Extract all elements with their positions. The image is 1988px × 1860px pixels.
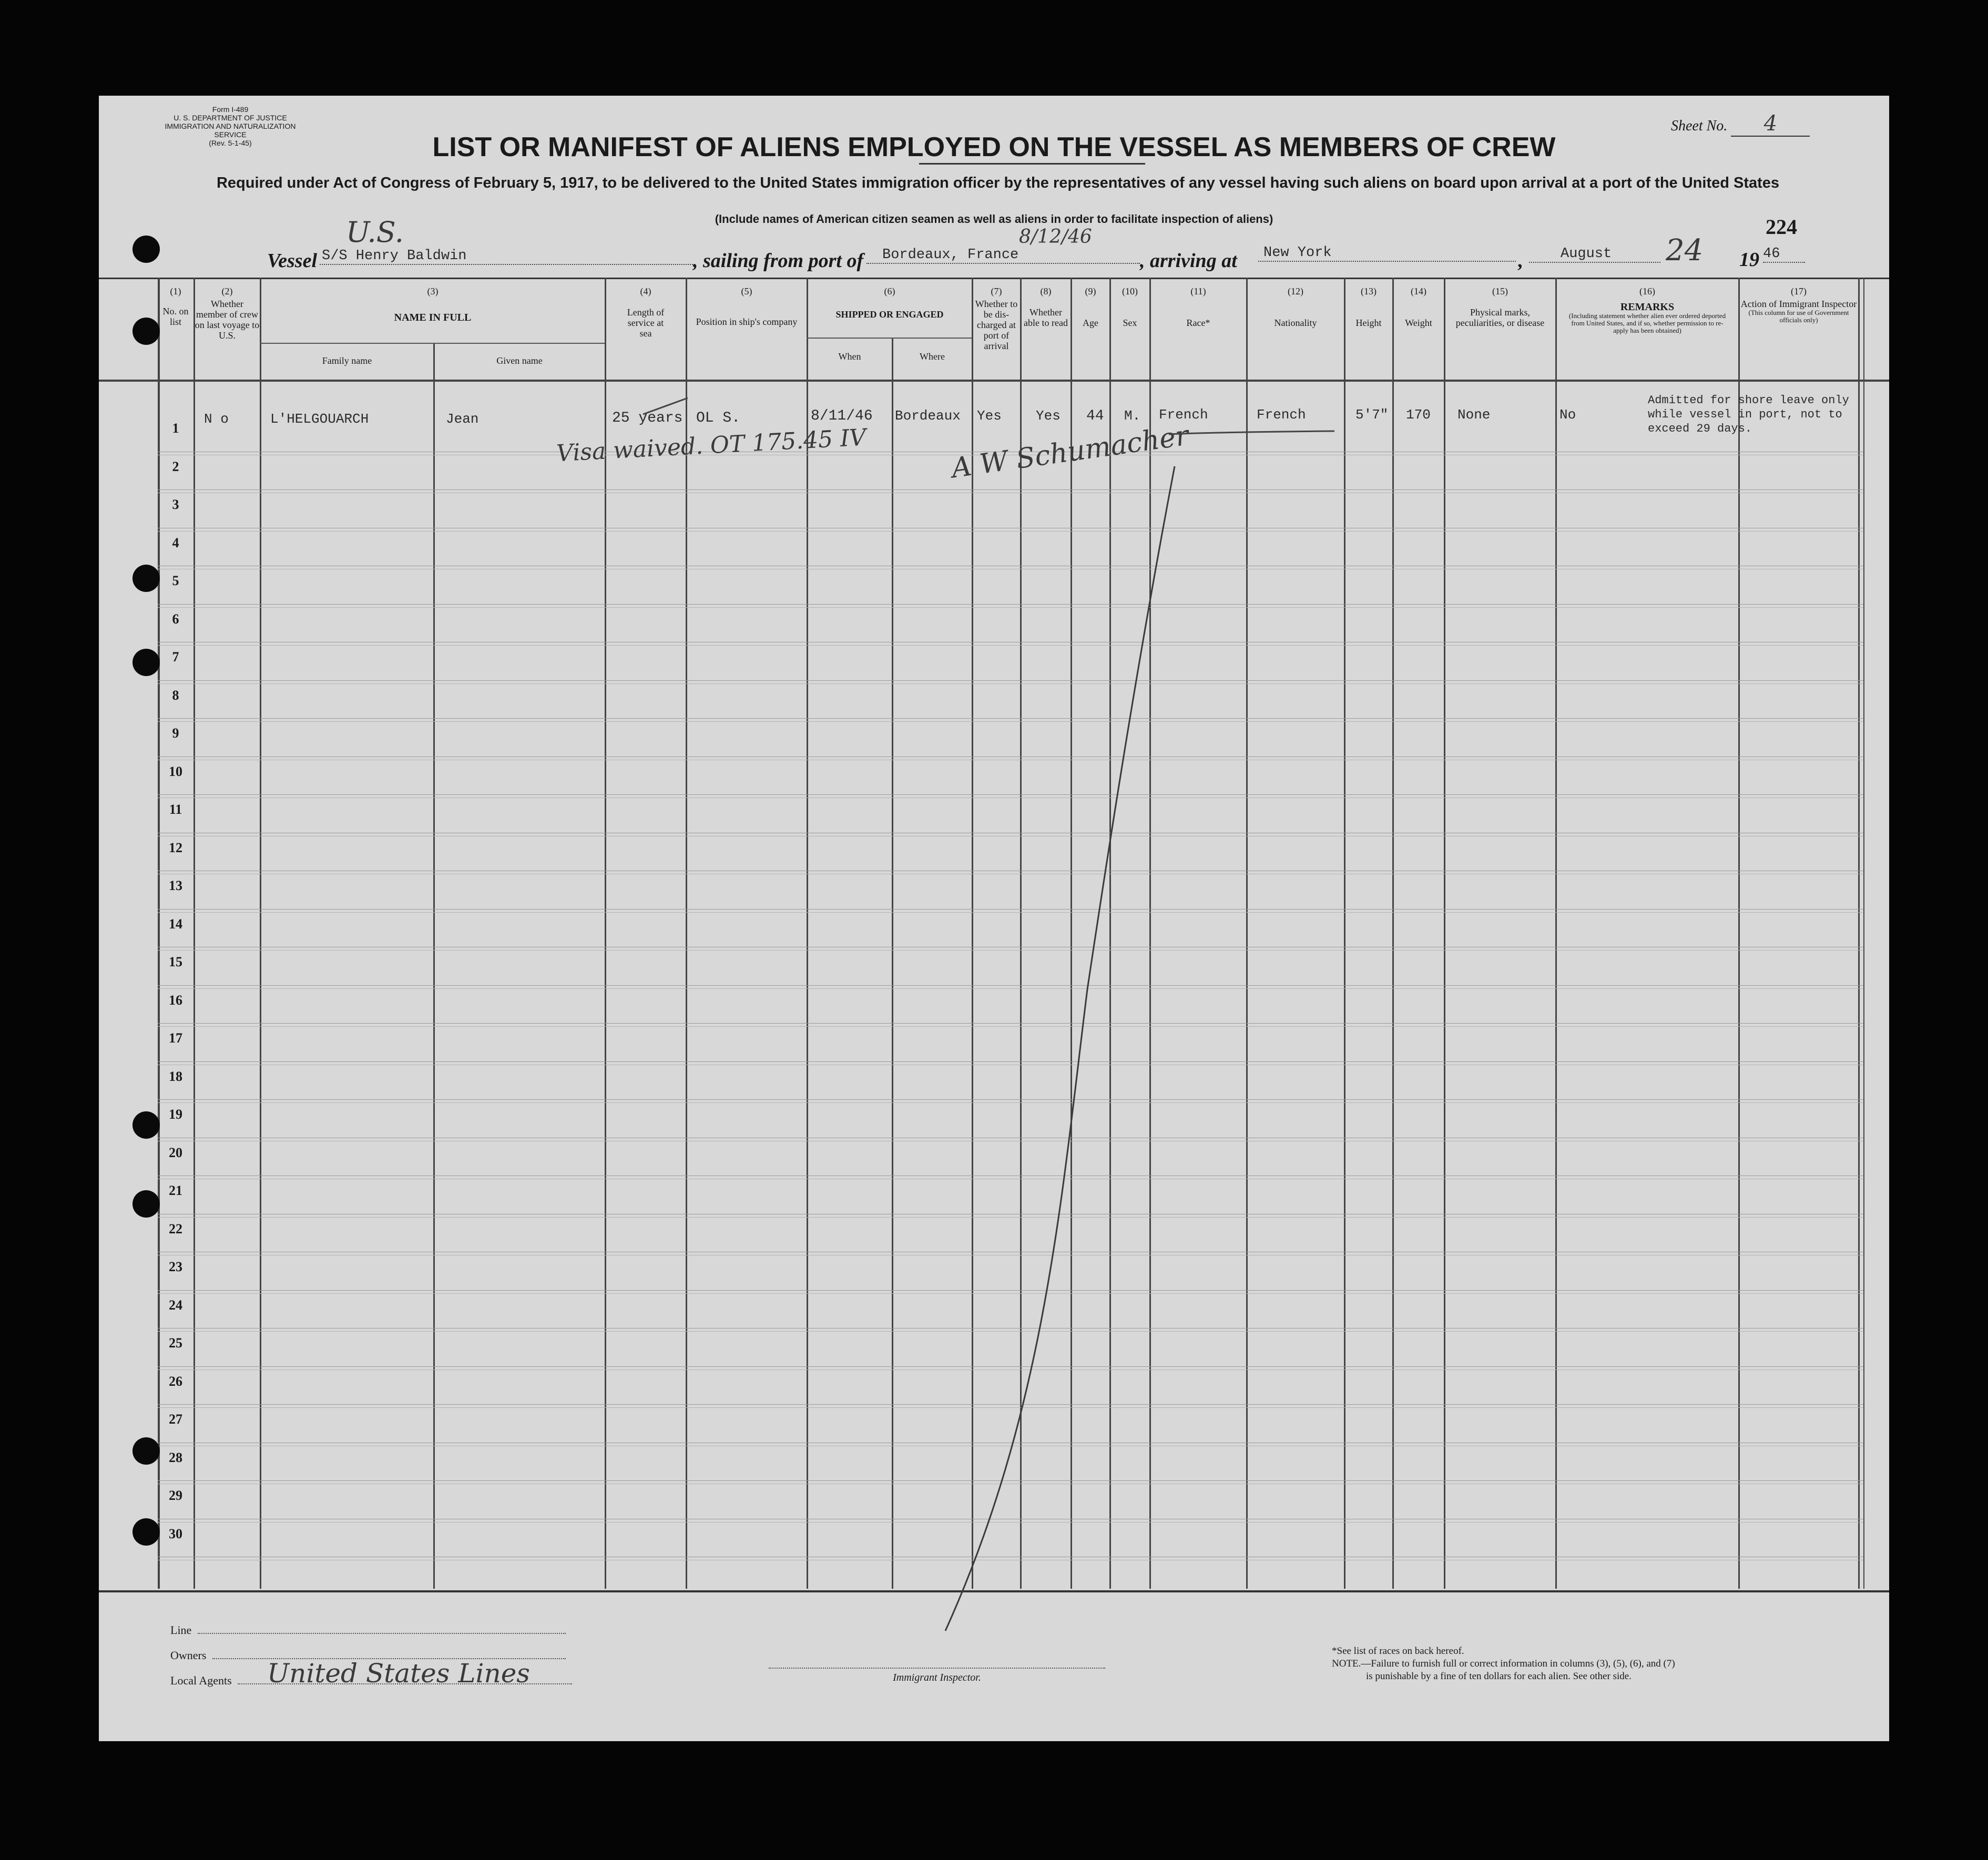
revision: (Rev. 5-1-45) [209, 139, 252, 147]
row-number: 9 [172, 725, 179, 741]
col12-header: (12) Nationality [1274, 286, 1317, 328]
col7-header: (7) Whether to be dis-charged at port of arrival [975, 286, 1018, 351]
col-line [260, 278, 261, 1589]
row-rule [158, 1099, 1863, 1100]
row-subrule [158, 721, 1863, 722]
col-line [1109, 278, 1111, 1589]
col5-header: (5) Position in ship's company [696, 286, 798, 327]
col-line [1246, 278, 1248, 1589]
row-subrule [158, 988, 1863, 989]
row-number: 16 [169, 992, 182, 1008]
punch-hole [132, 1111, 160, 1139]
row-subrule [158, 683, 1863, 684]
row-rule [158, 1404, 1863, 1405]
row-subrule [158, 607, 1863, 608]
sheet-value: 4 [1731, 111, 1810, 137]
entry-discharged: Yes [977, 408, 1002, 424]
manifest-sheet [99, 96, 1889, 1741]
stamp-number: 224 [1766, 215, 1797, 239]
arrival-month: August [1529, 246, 1660, 263]
include-note: (Include names of American citizen seamen as well as aliens in order to facilitate inspection of aliens) [715, 212, 1273, 226]
row-subrule [158, 1217, 1863, 1218]
visa-waived-note: Visa waived. OT 175.45 IV [556, 424, 867, 467]
row-number: 5 [172, 573, 179, 588]
owners-label: Owners [170, 1649, 207, 1662]
action-line-3: exceed 29 days. [1648, 422, 1752, 435]
col-line [1858, 278, 1860, 1589]
row-number: 27 [169, 1412, 182, 1427]
row-number: 1 [172, 421, 179, 436]
arrival-day: 24 [1666, 233, 1704, 268]
shipped-subheader-rule [807, 338, 972, 339]
line-blank [198, 1633, 566, 1634]
inspector-signature: A W Schumacher [950, 420, 1191, 485]
col10-header: (10) Sex [1122, 286, 1138, 328]
family-name-header: Family name [322, 355, 372, 366]
entry-remarks: No [1559, 407, 1576, 423]
row-number: 14 [169, 916, 182, 932]
row-subrule [158, 1293, 1863, 1294]
row-subrule [158, 1407, 1863, 1408]
row-number: 29 [169, 1488, 182, 1503]
row-number: 19 [169, 1107, 182, 1122]
row-number: 24 [169, 1297, 182, 1313]
row-rule [158, 604, 1863, 605]
col-line [605, 278, 606, 1589]
row-number: 23 [169, 1259, 182, 1274]
punch-hole [132, 1518, 160, 1546]
sheet-label: Sheet No. [1671, 118, 1728, 134]
row-rule [158, 489, 1863, 490]
arriving-port: New York [1258, 245, 1516, 262]
arrival-year-prefix: 19 [1739, 249, 1759, 271]
entry-age: 44 [1086, 408, 1104, 424]
row-number: 10 [169, 763, 182, 779]
col-line [892, 338, 893, 1589]
row-subrule [158, 950, 1863, 951]
form-subtitle: Required under Act of Congress of February 5, 1917, to be delivered to the United States immigration officer by the representatives of any vessel having such aliens on board upon arrival at a port of the United States [216, 175, 1780, 191]
footer-line-field [170, 1623, 566, 1637]
row-number: 8 [172, 687, 179, 703]
row-rule [158, 718, 1863, 719]
col11-header: (11) Race* [1186, 286, 1210, 328]
col6-header: (6) SHIPPED OR ENGAGED [835, 286, 944, 320]
col4-header: (4) Length of service at sea [627, 286, 665, 339]
row-number: 7 [172, 649, 179, 665]
entry-nationality: French [1257, 407, 1306, 423]
col-line [1392, 278, 1394, 1589]
agents-label: Local Agents [170, 1674, 232, 1687]
races-note: *See list of races on back hereof. [1332, 1646, 1464, 1657]
row-number: 2 [172, 458, 179, 474]
punch-hole [132, 565, 160, 592]
punch-hole [132, 1437, 160, 1465]
row-number: 21 [169, 1183, 182, 1198]
col-line [1863, 278, 1864, 1589]
row-subrule [158, 1331, 1863, 1332]
entry-weight: 170 [1406, 407, 1431, 423]
row-rule [158, 985, 1863, 986]
arriving-label: , arriving at [1140, 250, 1237, 272]
shipped-where-header: Where [920, 351, 945, 362]
entry-sex: M. [1124, 408, 1141, 424]
row-rule [158, 1366, 1863, 1367]
col-line [433, 343, 435, 1589]
entry-member-last-voyage: N o [204, 411, 229, 427]
sailing-port: Bordeaux, France [866, 247, 1140, 264]
entry-shipped-when: 8/11/46 [811, 408, 873, 424]
col-line [193, 278, 195, 1589]
entry-able-read: Yes [1036, 408, 1061, 424]
col9-header: (9) Age [1083, 286, 1098, 328]
vessel-hand-note: U.S. [346, 216, 404, 249]
vessel-name: S/S Henry Baldwin [320, 248, 695, 265]
col-line [686, 278, 687, 1589]
page-title: LIST OR MANIFEST OF ALIENS EMPLOYED ON THE VESSEL AS MEMBERS OF CREW [432, 132, 1556, 162]
row-number: 30 [169, 1526, 182, 1541]
inspector-signature-line [769, 1668, 1105, 1669]
inspector-label: Immigrant Inspector. [893, 1672, 981, 1683]
row-number: 6 [172, 611, 179, 627]
row-number: 18 [169, 1068, 182, 1084]
col-line [1444, 278, 1445, 1589]
note-line-2: is punishable by a fine of ten dollars for each alien. See other side. [1366, 1671, 1632, 1682]
col16-header: (16) REMARKS (Including statement whether alien ever ordered deported from United States, and if so, whether permission to re-apply has been obtained) [1568, 286, 1726, 334]
col-line [1555, 278, 1557, 1589]
row-subrule [158, 1026, 1863, 1027]
row-subrule [158, 1102, 1863, 1103]
row-subrule [158, 531, 1863, 532]
row-number: 13 [169, 878, 182, 893]
punch-hole [132, 318, 160, 345]
row-rule [158, 1290, 1863, 1291]
line-label: Line [170, 1623, 192, 1637]
col1-header: (1) No. on list [162, 286, 189, 327]
col8-header: (8) Whether able to read [1024, 286, 1068, 328]
row-rule [158, 1023, 1863, 1024]
col2-header: (2) Whether member of crew on last voyage to U.S. [195, 286, 260, 341]
row-number: 12 [169, 840, 182, 855]
entry-family-name: L'HELGOUARCH [270, 411, 369, 427]
col15-header: (15) Physical marks, peculiarities, or disease [1455, 286, 1545, 328]
name-subheader-rule [260, 343, 605, 344]
row-number: 20 [169, 1144, 182, 1160]
col-line [1149, 278, 1151, 1589]
agents-handwritten: United States Lines [267, 1658, 530, 1689]
row-number: 26 [169, 1373, 182, 1389]
sailing-date-hand: 8/12/46 [1019, 226, 1092, 248]
title-underline [919, 163, 1145, 165]
col-line [1071, 278, 1072, 1589]
action-line-1: Admitted for shore leave only [1648, 394, 1849, 407]
shipped-when-header: When [838, 351, 861, 362]
service-name: IMMIGRATION AND NATURALIZATION SERVICE [165, 122, 296, 139]
col-line [807, 278, 808, 1589]
row-number: 15 [169, 954, 182, 969]
entry-shipped-where: Bordeaux [895, 408, 961, 424]
row-rule [158, 1061, 1863, 1062]
entry-given-name: Jean [446, 411, 479, 427]
entry-inspector-action [1648, 393, 1849, 436]
action-line-2: while vessel in port, not to [1648, 408, 1842, 421]
row-number: 11 [169, 802, 182, 817]
row-subrule [158, 912, 1863, 913]
entry-height: 5'7" [1355, 407, 1389, 423]
row-number: 25 [169, 1335, 182, 1351]
row-rule [158, 1480, 1863, 1481]
arrival-year: 46 [1763, 246, 1805, 263]
punch-hole [132, 649, 160, 676]
col17-header: (17) Action of Immigrant Inspector (This column for use of Government officials only) [1740, 286, 1857, 324]
row-rule [158, 794, 1863, 795]
row-number: 17 [169, 1030, 182, 1046]
note-line-1: NOTE.—Failure to furnish full or correct information in columns (3), (5), (6), and (7) [1332, 1658, 1675, 1669]
date-separator: , [1517, 250, 1523, 272]
col14-header: (14) Weight [1405, 286, 1432, 328]
row-number: 28 [169, 1449, 182, 1465]
row-number: 3 [172, 497, 179, 512]
department-name: U. S. DEPARTMENT OF JUSTICE [174, 114, 287, 122]
header-bottom-rule [99, 380, 1889, 382]
row-subrule [158, 645, 1863, 646]
col13-header: (13) Height [1355, 286, 1382, 328]
col-line [1344, 278, 1345, 1589]
col-line [1738, 278, 1740, 1589]
punch-hole [132, 1190, 160, 1218]
entry-position: OL S. [696, 410, 741, 426]
row-rule [158, 680, 1863, 681]
given-name-header: Given name [496, 355, 543, 366]
vessel-label: Vessel [267, 250, 317, 272]
row-number: 4 [172, 535, 179, 550]
entry-length-service: 25 years [612, 410, 683, 426]
form-number: Form I-489 [212, 105, 249, 114]
entry-race: French [1159, 407, 1208, 423]
entry-physical-marks: None [1457, 407, 1491, 423]
punch-hole [132, 236, 160, 263]
col3-header: (3) NAME IN FULL [394, 286, 472, 323]
row-number: 22 [169, 1221, 182, 1236]
sailing-label: , sailing from port of [693, 250, 864, 272]
